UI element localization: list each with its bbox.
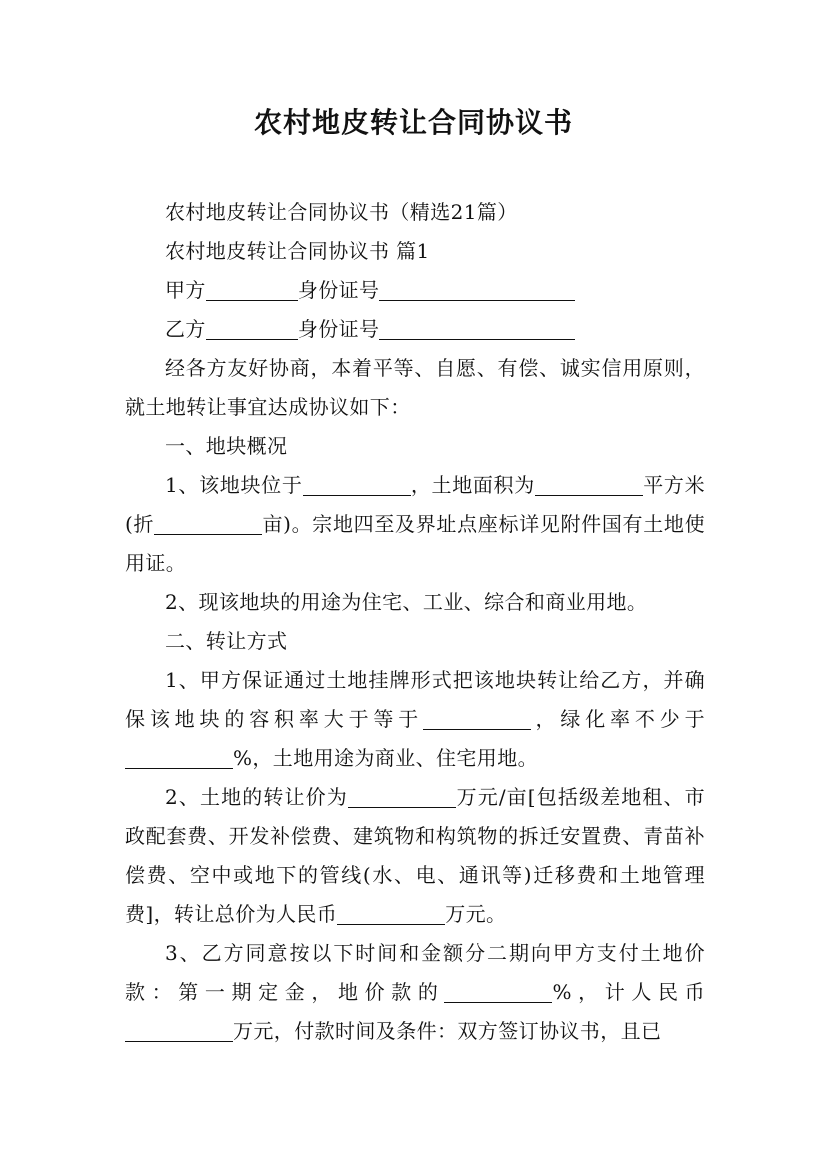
clause-2-1 (125, 661, 705, 778)
location-blank (303, 473, 411, 496)
party-b-line (125, 310, 705, 349)
clause-2-3 (125, 934, 705, 1051)
clause-2-3-text-b: %，计人民币 (552, 980, 705, 1004)
clause-2-3-text-a: 3、乙方同意按以下时间和金额分二期向甲方支付土地价款：第一期定金，地价款的 (125, 941, 705, 1004)
party-a-id-label: 身份证号 (297, 278, 380, 302)
intro-line: 农村地皮转让合同协议书（精选21篇） (165, 200, 518, 224)
heading-transfer-method: 二、转让方式 (165, 629, 288, 653)
green-rate-blank (125, 746, 233, 769)
party-a-label: 甲方 (165, 278, 206, 302)
deposit-percent-blank (444, 980, 552, 1003)
clause-2-1-text-b: ，绿化率不少于 (531, 707, 705, 731)
party-a-id-blank (379, 278, 575, 301)
party-a-name-blank (206, 278, 298, 301)
clause-2-3-text-c: 万元，付款时间及条件：双方签订协议书，且已 (233, 1019, 662, 1043)
clause-2-2-text-c: 万元。 (445, 902, 507, 926)
total-price-blank (337, 902, 445, 925)
mu-blank (154, 512, 262, 535)
unit-price-blank (348, 785, 456, 808)
plot-ratio-blank (423, 707, 531, 730)
preamble-paragraph: 经各方友好协商，本着平等、自愿、有偿、诚实信用原则，就土地转让事宜达成协议如下： (125, 356, 705, 419)
clause-1-2: 2、现该地块的用途为住宅、工业、综合和商业用地。 (165, 590, 648, 614)
clause-2-1-text-a: 1、甲方保证通过土地挂牌形式把该地块转让给乙方，并确保该地块的容积率大于等于 (125, 668, 705, 731)
heading-plot-overview: 一、地块概况 (165, 434, 288, 458)
clause-2-1-text-c: %，土地用途为商业、住宅用地。 (233, 746, 539, 770)
party-b-name-blank (206, 317, 298, 340)
area-blank (535, 473, 643, 496)
party-b-id-blank (379, 317, 575, 340)
clause-1-1 (125, 466, 705, 583)
party-b-label: 乙方 (165, 317, 206, 341)
clause-1-1-text-c: 平方米(折 (125, 473, 705, 536)
party-b-id-label: 身份证号 (297, 317, 380, 341)
clause-1-1-text-b: ，土地面积为 (410, 473, 535, 497)
clause-1-1-text-a: 1、该地块位于 (165, 473, 303, 497)
clause-1-1-text-d: 亩)。宗地四至及界址点座标详见附件国有土地使用证。 (125, 512, 705, 575)
clause-2-2-text-a: 2、土地的转让价为 (165, 785, 348, 809)
clause-2-2 (125, 778, 705, 934)
deposit-amount-blank (125, 1019, 233, 1042)
document-title: 农村地皮转让合同协议书 (253, 106, 573, 139)
party-a-line (125, 271, 705, 310)
section-heading: 农村地皮转让合同协议书 篇1 (165, 239, 430, 263)
document-body (125, 193, 705, 1051)
clause-2-2-text-b: 万元/亩[包括级差地租、市政配套费、开发补偿费、建筑物和构筑物的拆迁安置费、青苗补偿费、空中或地下的管线(水、电、通讯等)迁移费和土地管理费]，转让总价为人民币 (125, 785, 705, 926)
